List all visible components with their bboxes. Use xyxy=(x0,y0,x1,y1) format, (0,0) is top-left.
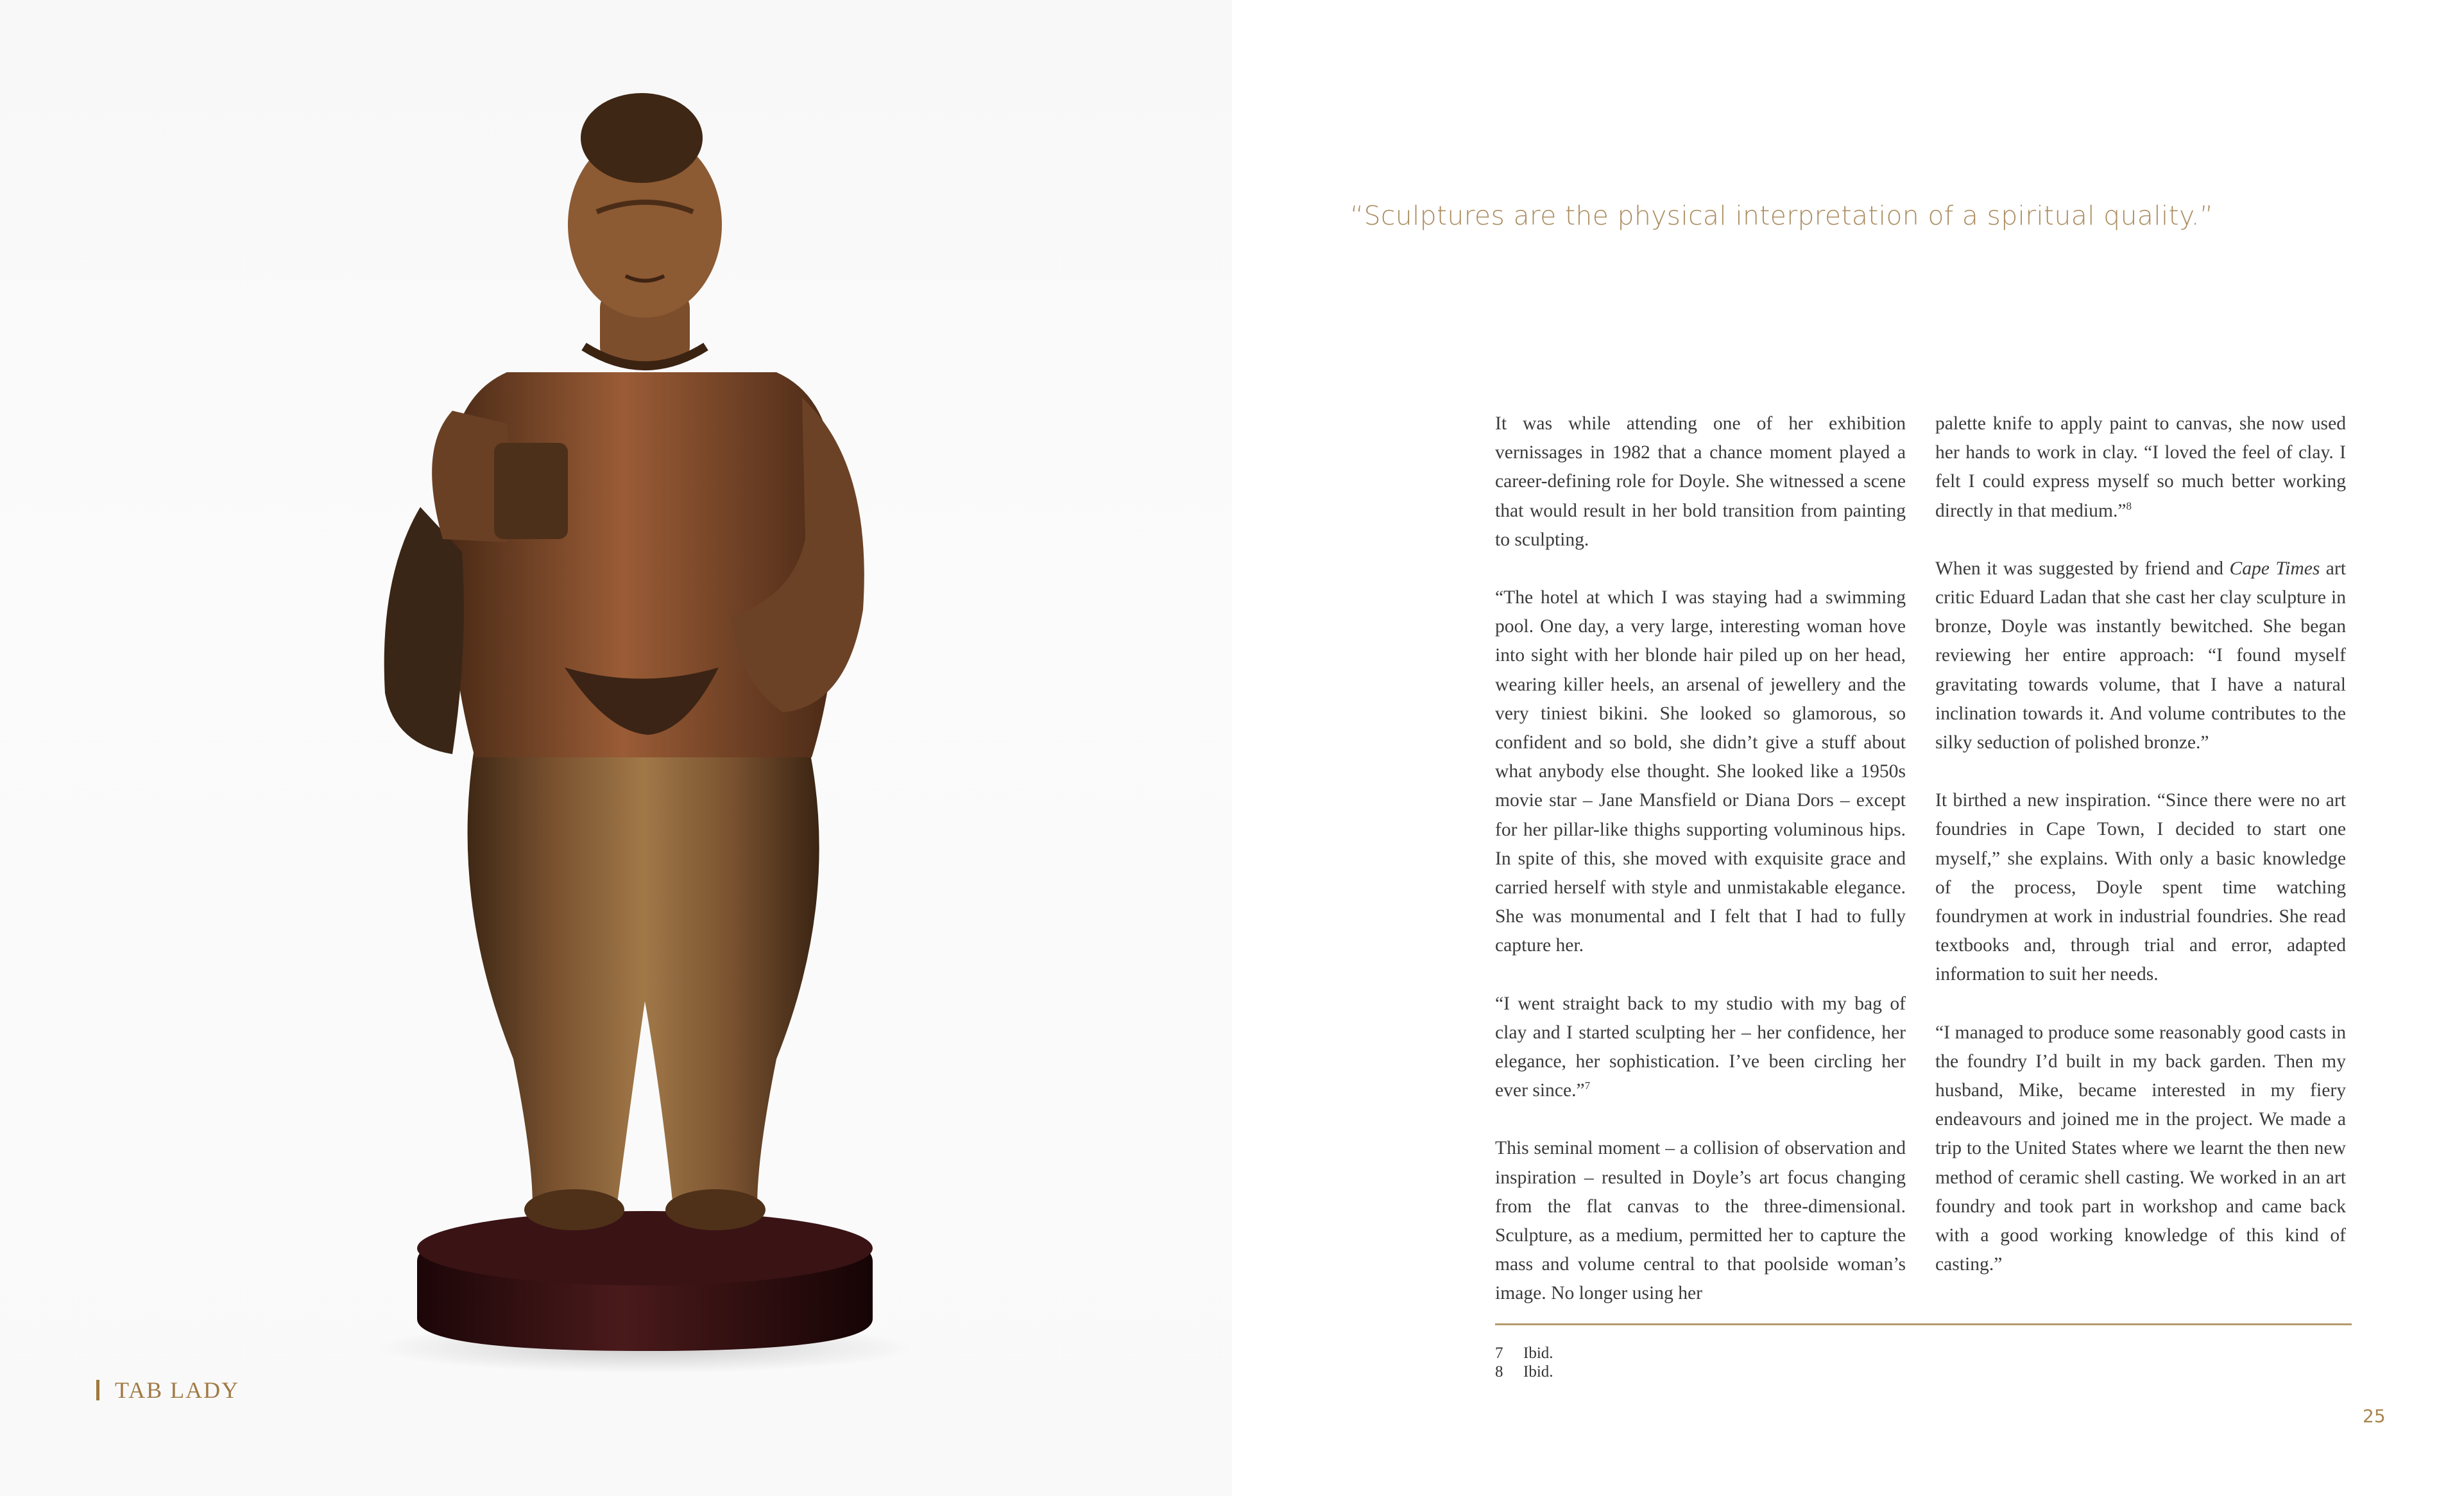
paragraph-text: art critic Eduard Ladan that she cast her clay sculpture in bronze, Doyle was instantly bewitched. She began reviewing her entire approach: “I found myself gravitating towards volume, that I have a natural inclination towards it. And volume contributes to the silky seduction of polished bronze.” xyxy=(1935,558,2346,753)
paragraph-text: “I went straight back to my studio with my bag of clay and I started sculpting her – her confidence, her elegance, her sophistication. I’ve been circling her ever since.” xyxy=(1495,993,1906,1101)
paragraph-text: palette knife to apply paint to canvas, she now used her hands to work in clay. “I loved the feel of clay. I felt I could express myself so much better working directly in that medium.” xyxy=(1935,413,2346,521)
sculpture-hair-bun xyxy=(581,93,703,183)
footnote xyxy=(1495,1363,1553,1381)
footnote-number: 8 xyxy=(1495,1363,1503,1380)
paragraph: This seminal moment – a collision of observation and inspiration – resulted in Doyle’s art focus changing from the flat canvas to the three-dimensional. Sculpture, as a medium, permitted her to capture the mass and volume central to that poolside woman’s image. No longer using her xyxy=(1495,1138,1906,1304)
footnote-number: 7 xyxy=(1495,1345,1503,1362)
footnote-text: Ibid. xyxy=(1523,1345,1553,1362)
footnote-ref: 8 xyxy=(2126,499,2132,512)
publication-title: Cape Times xyxy=(2229,558,2320,579)
footnote xyxy=(1495,1344,1553,1363)
paragraph: “The hotel at which I was staying had a swimming pool. One day, a very large, interesting woman hove into sight with her blonde hair piled up on her head, wearing killer heels, an arsenal of jewellery and the very tiniest bikini. She looked so glamorous, so confident and so bold, she didn’t give a stuff about what anybody else thought. She looked like a 1950s movie star – Jane Mansfield or Diana Dors – except for her pillar-like thighs supporting voluminous hips. In spite of this, she moved with exquisite grace and carried herself with style and unmistakable elegance. She was monumental and I felt that I had to fully capture her. xyxy=(1495,587,1906,956)
sculpture-base-top xyxy=(417,1211,873,1285)
paragraph-text: When it was suggested by friend and xyxy=(1935,558,2230,579)
sculpture-towel xyxy=(384,507,464,754)
paragraph xyxy=(1495,990,1906,1106)
paragraph xyxy=(1935,555,2346,757)
sculpture-mug xyxy=(494,443,568,539)
right-page xyxy=(1232,0,2464,1496)
footnote-text: Ibid. xyxy=(1523,1363,1553,1380)
footnote-ref: 7 xyxy=(1584,1079,1591,1092)
sculpture-left-foot xyxy=(524,1189,624,1230)
caption-text: TAB LADY xyxy=(115,1377,240,1403)
caption-marker xyxy=(96,1380,99,1400)
footnotes xyxy=(1495,1344,1553,1381)
paragraph: It was while attending one of her exhibition vernissages in 1982 that a chance moment played a career-defining role for Doyle. She witnessed a scene that would result in her bold transition from painting to sculpting. xyxy=(1495,413,1906,550)
sculpture-legs xyxy=(468,744,819,1213)
paragraph xyxy=(1935,409,2346,526)
body-text xyxy=(1495,409,2352,1314)
sculpture-right-foot xyxy=(665,1189,766,1230)
page-number: 25 xyxy=(2363,1406,2386,1427)
text-column-left xyxy=(1495,409,1906,1309)
text-column-right xyxy=(1935,409,2346,1279)
pull-quote: “Sculptures are the physical interpretation of a spiritual quality.” xyxy=(1350,200,2214,231)
paragraph: “I managed to produce some reasonably good casts in the foundry I’d built in my back garden. Then my husband, Mike, became interested in my fiery endeavours and joined me in the project. We made a trip to the United States where we learnt the then new method of ceramic shell casting. We worked in an art foundry and took part in workshop and came back with a good working knowledge of this kind of casting.” xyxy=(1935,1022,2346,1275)
figure-caption xyxy=(96,1375,239,1406)
paragraph: It birthed a new inspiration. “Since there were no art foundries in Cape Town, I decided to start one myself,” she explains. With only a basic knowledge of the process, Doyle spent time watching foundrymen at work in industrial foundries. She read textbooks and, through trial and error, adapted information to suit her needs. xyxy=(1935,790,2346,985)
footnote-divider xyxy=(1495,1323,2352,1325)
